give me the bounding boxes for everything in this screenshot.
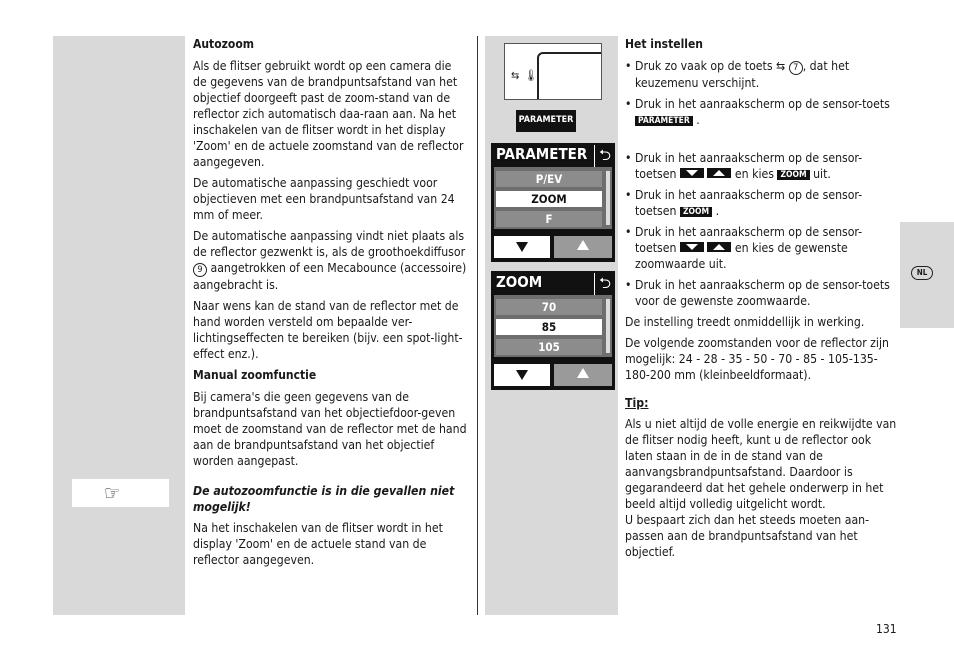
number-7-badge: 7 [789,61,803,75]
flash-unit-illustration [504,43,602,100]
up-arrow-icon [577,368,589,378]
down-button[interactable] [494,236,550,258]
note-box [72,479,169,507]
parameter-button[interactable]: PARAMETER [516,110,576,132]
paragraph: U bespaart zich dan het steeds moeten aan-passen aan de brandpuntsafstand van het objectief. [625,513,870,559]
menu-item[interactable]: P/EV [496,171,602,187]
menu-list [494,167,612,229]
down-arrow-icon [680,242,704,252]
scrollbar[interactable] [606,171,610,225]
tip-heading: Tip: [625,396,649,410]
up-arrow-icon [707,168,731,178]
note-text: De autozoomfunctie is in die gevallen niet mogelijk! [193,484,455,514]
pointing-hand-icon: ☞ [104,481,121,505]
up-arrow-icon [707,242,731,252]
zoom-item-selected[interactable]: 85 [496,319,602,335]
menu-item-selected[interactable]: ZOOM [496,191,602,207]
down-arrow-icon [516,370,528,380]
zoom-list [494,295,612,357]
thermometer-icon: 🌡 [524,69,538,82]
heading-manual-zoom: Manual zoomfunctie [193,368,317,382]
list-item: • Druk in het aanraakscherm op de sensor-toets PARAMETER . [625,96,897,128]
list-item: • Druk in het aanraakscherm op de sensor-toetsen en kies de gewenste zoomwaarde uit. [625,224,897,272]
down-arrow-icon [680,168,704,178]
up-button[interactable] [554,236,612,258]
list-item: • Druk in het aanraakscherm op de sensor-toetsen ZOOM . [625,187,897,219]
zoom-item[interactable]: 70 [496,299,602,315]
right-column [625,36,897,560]
scrollbar[interactable] [606,299,610,353]
paragraph: De volgende zoomstanden voor de reflector zijn mogelijk: 24 - 28 - 35 - 50 - 70 - 85 - 105-135-180-200 mm (kleinbeeldformaat). [625,336,889,382]
screen-title: ZOOM [496,273,543,291]
paragraph: Als u niet altijd de volle energie en reikwijdte van de flitser nodig heeft, kunt u de reflector ook laten staan in de in de stand van de aanvangsbrandpuntsafstand. Daardoor is gegarandeerd dat het gehele onderwerp in het beeld altijd volledig uitgelicht wordt. [625,417,897,511]
paragraph: Bij camera's die geen gegevens van de brandpuntsafstand van het objectiefdoor-geven moet de zoomstand van de reflector met de hand aan de brandpuntsafstand van het objectief worden aangepast. [193,390,467,468]
swap-arrows-icon: ⇆ [776,59,786,73]
return-arrow-icon[interactable]: ⮌ [594,145,611,170]
left-column [193,36,468,573]
page-number: 131 [876,622,897,636]
column-divider [477,36,478,615]
zoom-item[interactable]: 105 [496,339,602,355]
paragraph: Naar wens kan de stand van de reflector met de hand worden versteld om bepaalde ver-lichtingseffecten te bereiken (bijv. een spot-light-effect enz.). [193,299,463,361]
up-button[interactable] [554,364,612,386]
zoom-tag: ZOOM [777,170,809,180]
parameter-screen [491,143,615,262]
zoom-screen [491,271,615,390]
return-arrow-icon[interactable]: ⮌ [594,273,611,298]
paragraph: De automatische aanpassing geschiedt voor objectieven met een brandpuntsafstand van 24 mm of meer. [193,176,455,222]
heading-instellen: Het instellen [625,37,703,51]
list-item: • Druk zo vaak op de toets ⇆ 7 , dat het keuzemenu verschijnt. [625,58,897,91]
language-badge: NL [911,266,933,280]
paragraph: De automatische aanpassing vindt niet plaats als de reflector gezwenkt is, als de groothoekdiffusor 9 aangetrokken of een Mecabounce (accessoire) aangebracht is. [193,229,467,292]
heading-autozoom: Autozoom [193,37,254,51]
parameter-tag: PARAMETER [635,116,693,126]
instruction-list [625,58,897,309]
left-margin-band [53,36,185,615]
menu-item[interactable]: F [496,211,602,227]
down-button[interactable] [494,364,550,386]
number-9-badge: 9 [193,263,207,277]
up-arrow-icon [577,240,589,250]
down-arrow-icon [516,242,528,252]
swap-arrows-icon: ⇆ [511,69,520,82]
list-item: • Druk in het aanraakscherm op de sensor-toets voor de gewenste zoomwaarde. [625,277,897,309]
paragraph: De instelling treedt onmiddellijk in werking. [625,315,865,329]
paragraph: Als de flitser gebruikt wordt op een camera die de gegevens van de brandpuntsafstand van het objectief doorgeeft past de zoom-stand van de reflector zich automatisch daa-raan aan. Na het inschakelen van de flitser wordt in het display 'Zoom' en de actuele zoomstand van de reflector aangegeven. [193,59,464,169]
paragraph: Na het inschakelen van de flitser wordt in het display 'Zoom' en de actuele stand van de reflector aangegeven. [193,521,443,567]
list-item: • Druk in het aanraakscherm op de sensor-toetsen en kies ZOOM uit. [625,150,897,182]
screen-title: PARAMETER [496,145,588,163]
zoom-tag: ZOOM [680,207,712,217]
